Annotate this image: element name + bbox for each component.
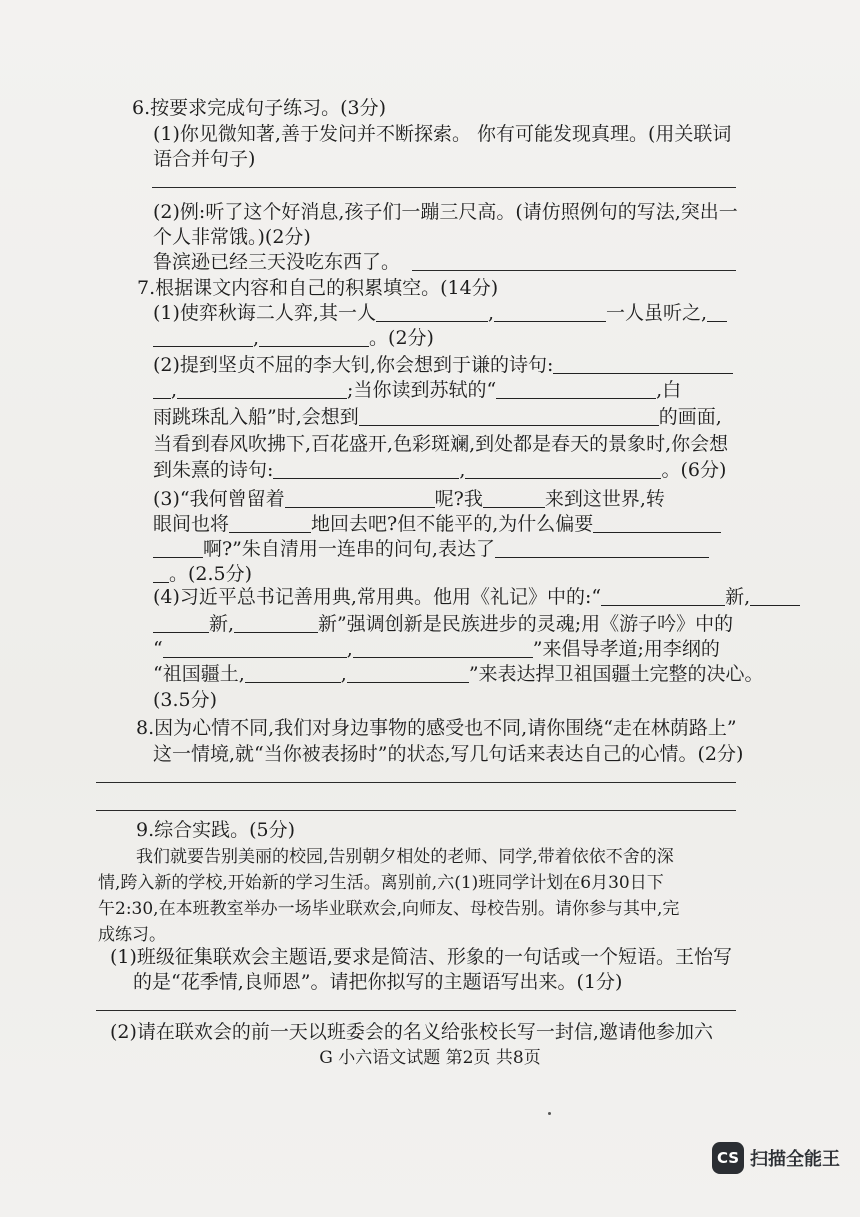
camscanner-logo-icon: CS — [712, 1142, 744, 1174]
q6-s2-line3: 鲁滨逊已经三天没吃东西了。 — [153, 251, 401, 273]
q7-p4-line1: (4)习近平总书记善用典,常用典。他用《礼记》中的:“ 新, — [153, 585, 800, 609]
q8-line1: 8.因为心情不同,我们对身边事物的感受也不同,请你围绕“走在林荫路上” — [136, 717, 737, 739]
q7-p3-line1: (3)“我何曾留着 呢?我 来到这世界,转 — [153, 488, 665, 510]
page-footer: G 小六语文试题 第2页 共8页 — [319, 1048, 541, 1068]
q9-s1-line2: 的是“花季情,良师恩”。请把你拟写的主题语写出来。(1分) — [133, 971, 623, 993]
q7-p2-line5: 到朱熹的诗句: , 。(6分) — [153, 459, 727, 481]
q9-answer-line[interactable] — [96, 1010, 736, 1011]
q8-answer-line-1[interactable] — [96, 782, 736, 783]
q9-intro-line4: 成练习。 — [98, 925, 166, 945]
q6-title: 6.按要求完成句子练习。(3分) — [132, 97, 387, 119]
q7-p3-line2: 眼间也将 地回去吧?但不能平的,为什么偏要 — [153, 512, 721, 536]
q6-s2-line1: (2)例:听了这个好消息,孩子们一蹦三尺高。(请仿照例句的写法,突出一 — [153, 201, 738, 223]
scan-speck — [548, 1112, 551, 1115]
q9-intro-line2: 情,跨入新的学校,开始新的学习生活。离别前,六(1)班同学计划在6月30日下 — [98, 873, 664, 893]
q9-s2-line1: (2)请在联欢会的前一天以班委会的名义给张校长写一封信,邀请他参加六 — [110, 1021, 713, 1043]
q9-intro-line3: 午2:30,在本班教室举办一场毕业联欢会,向师友、母校告别。请你参与其中,完 — [98, 899, 680, 919]
q7-p2-line4: 当看到春风吹拂下,百花盛开,色彩斑斓,到处都是春天的景象时,你会想 — [153, 433, 729, 455]
q6-s1-line2: 语合并句子) — [153, 148, 256, 170]
q6-answer-line-1[interactable] — [152, 187, 736, 188]
q7-p4-line5: (3.5分) — [153, 689, 218, 711]
q7-p1-line1: (1)使弈秋诲二人弈,其一人 , 一人虽听之, — [153, 301, 727, 325]
q9-s1-line1: (1)班级征集联欢会主题语,要求是简洁、形象的一句话或一个短语。王怡写 — [110, 946, 732, 968]
q7-p3-line4: 。(2.5分) — [153, 562, 252, 586]
scanner-watermark — [712, 1142, 840, 1174]
q9-title: 9.综合实践。(5分) — [136, 819, 296, 841]
q6-answer-line-2[interactable] — [412, 270, 736, 271]
q7-p2-line1: (2)提到坚贞不屈的李大钊,你会想到于谦的诗句: — [153, 353, 733, 377]
q7-title: 7.根据课文内容和自己的积累填空。(14分) — [137, 277, 499, 299]
q8-answer-line-2[interactable] — [96, 810, 736, 811]
q7-p4-line4: “祖国疆土, , ”来表达捍卫祖国疆土完整的决心。 — [153, 663, 764, 685]
q6-s1-line1: (1)你见微知著,善于发问并不断探索。 你有可能发现真理。(用关联词 — [153, 123, 732, 145]
q7-p4-line3: “ , ”来倡导孝道;用李纲的 — [153, 638, 720, 660]
q7-p2-line3: 雨跳珠乱入船”时,会想到 的画面, — [153, 406, 722, 428]
q7-p3-line3: 啊?”朱自清用一连串的问句,表达了 — [153, 537, 709, 561]
camscanner-logo-text: 扫描全能王 — [750, 1149, 840, 1170]
q8-line2: 这一情境,就“当你被表扬时”的状态,写几句话来表达自己的心情。(2分) — [153, 743, 744, 765]
q9-intro-line1: 我们就要告别美丽的校园,告别朝夕相处的老师、同学,带着依依不舍的深 — [136, 847, 674, 867]
q7-p2-line2: , ;当你读到苏轼的“ ,白 — [153, 378, 681, 402]
q6-s2-line2: 个人非常饿。)(2分) — [153, 226, 311, 248]
q7-p4-line2: 新, 新”强调创新是民族进步的灵魂;用《游子吟》中的 — [153, 612, 733, 636]
q7-p1-line2: , 。(2分) — [153, 326, 434, 350]
